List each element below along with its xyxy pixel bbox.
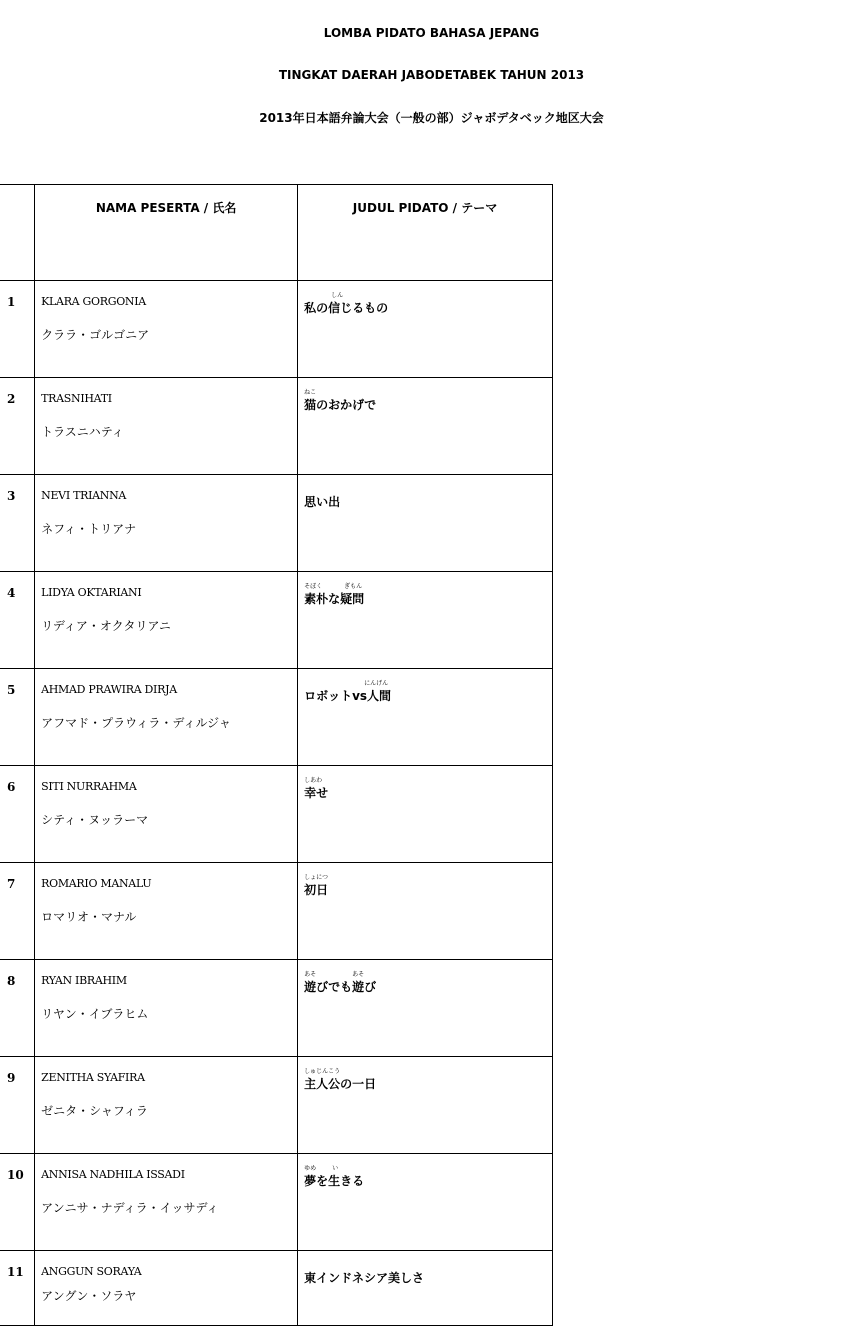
participant-name-katakana: アフマド・プラウィラ・ディルジャ (41, 716, 231, 730)
participant-name-katakana: ゼニタ・シャフィラ (41, 1104, 148, 1118)
participant-name: ANNISA NADHILA ISSADI (41, 1168, 185, 1181)
participant-name: ROMARIO MANALU (41, 877, 152, 890)
row-number: 3 (0, 475, 35, 572)
table-row (0, 1057, 553, 1154)
speech-title-cell (298, 378, 553, 475)
participant-cell (35, 281, 298, 378)
speech-title-cell (298, 572, 553, 669)
participant-name: ANGGUN SORAYA (41, 1265, 142, 1278)
speech-title: 私の信じるもの (304, 301, 389, 315)
row-number: 9 (0, 1057, 35, 1154)
participant-name: AHMAD PRAWIRA DIRJA (41, 683, 177, 696)
participant-name-katakana: リヤン・イブラヒム (41, 1007, 149, 1021)
row-number: 11 (0, 1251, 35, 1326)
furigana: ぎもん (344, 583, 363, 590)
table-row (0, 1154, 553, 1251)
row-number: 7 (0, 863, 35, 960)
furigana-line (304, 1164, 552, 1173)
participant-cell (35, 669, 298, 766)
participant-cell (35, 1251, 298, 1326)
speech-title-cell (298, 960, 553, 1057)
speech-title-cell (298, 1154, 553, 1251)
participant-name-katakana: ロマリオ・マナル (41, 910, 137, 924)
participant-name-katakana: アングン・ソラヤ (41, 1289, 137, 1303)
participant-name-katakana: アンニサ・ナディラ・イッサディ (41, 1201, 219, 1215)
participant-cell (35, 863, 298, 960)
furigana-line (304, 679, 552, 688)
furigana: しゅじんこう (304, 1068, 341, 1075)
furigana: そぼく (304, 583, 323, 590)
speech-title-cell (298, 281, 553, 378)
participant-cell (35, 960, 298, 1057)
table-row (0, 669, 553, 766)
furigana: い (332, 1165, 339, 1172)
table-header-row (0, 185, 553, 281)
furigana: しょにつ (304, 874, 328, 881)
speech-title: 東インドネシア美しさ (304, 1271, 424, 1285)
speech-title: 素朴な疑問 (304, 592, 365, 606)
row-number: 8 (0, 960, 35, 1057)
table-row (0, 766, 553, 863)
row-number: 10 (0, 1154, 35, 1251)
participant-cell (35, 1057, 298, 1154)
speech-title: 猫のおかげで (304, 398, 377, 412)
title-line-3: 2013年日本語弁論大会（一般の部）ジャボデタベック地区大会 (259, 111, 604, 125)
participant-cell (35, 1154, 298, 1251)
speech-title: 主人公の一日 (304, 1077, 377, 1091)
participant-name-katakana: リディア・オクタリアニ (41, 619, 171, 633)
speech-title-cell (298, 475, 553, 572)
furigana-line (304, 485, 552, 494)
furigana-line (304, 776, 552, 785)
participant-name-katakana: ネフィ・トリアナ (41, 522, 137, 536)
furigana-line (304, 1067, 552, 1076)
participant-name: ZENITHA SYAFIRA (41, 1071, 145, 1084)
header-participant-name: NAMA PESERTA / 氏名 (35, 185, 298, 281)
participant-cell (35, 572, 298, 669)
speech-title-cell (298, 1057, 553, 1154)
header-number (0, 185, 35, 281)
furigana-line (304, 582, 552, 591)
row-number: 2 (0, 378, 35, 475)
furigana: しん (331, 292, 344, 299)
row-number: 6 (0, 766, 35, 863)
speech-title: 遊びでも遊び (304, 980, 377, 994)
table-row (0, 475, 553, 572)
speech-title: 初日 (304, 883, 329, 897)
speech-title-cell (298, 863, 553, 960)
table-row (0, 281, 553, 378)
speech-title-cell (298, 669, 553, 766)
speech-title-cell (298, 766, 553, 863)
table-row (0, 1251, 553, 1326)
table-row (0, 863, 553, 960)
speech-title-cell (298, 1251, 553, 1326)
speech-title: ロボットvs人間 (304, 689, 392, 703)
participant-name: TRASNIHATI (41, 392, 112, 405)
furigana-line (304, 970, 552, 979)
row-number: 1 (0, 281, 35, 378)
header-speech-title: JUDUL PIDATO / テーマ (298, 185, 553, 281)
furigana-line (304, 291, 552, 300)
participant-name: KLARA GORGONIA (41, 295, 146, 308)
title-line-1: LOMBA PIDATO BAHASA JEPANG (323, 26, 540, 40)
participant-name-katakana: シティ・ヌッラーマ (41, 813, 149, 827)
furigana-line (304, 873, 552, 882)
speech-title: 夢を生きる (304, 1174, 365, 1188)
participant-cell (35, 766, 298, 863)
participant-cell (35, 378, 298, 475)
row-number: 5 (0, 669, 35, 766)
furigana-line (304, 388, 552, 397)
participant-name: NEVI TRIANNA (41, 489, 127, 502)
participant-name: LIDYA OKTARIANI (41, 586, 142, 599)
furigana: にんげん (364, 680, 389, 687)
participant-name-katakana: クララ・ゴルゴニア (41, 328, 150, 342)
participant-cell (35, 475, 298, 572)
table-row (0, 960, 553, 1057)
row-number: 4 (0, 572, 35, 669)
participant-name: SITI NURRAHMA (41, 780, 137, 793)
participants-table (0, 184, 553, 1326)
title-line-2: TINGKAT DAERAH JABODETABEK TAHUN 2013 (278, 68, 585, 82)
furigana: ねこ (304, 389, 317, 396)
participant-name-katakana: トラスニハティ (41, 425, 124, 439)
furigana: あそ (352, 971, 365, 978)
furigana: しあわ (304, 777, 323, 784)
table-row (0, 572, 553, 669)
furigana: あそ (304, 971, 317, 978)
speech-title: 幸せ (304, 786, 329, 800)
furigana: ゆめ (304, 1165, 317, 1172)
speech-title: 思い出 (304, 495, 341, 509)
furigana-line (304, 1261, 552, 1270)
table-row (0, 378, 553, 475)
participant-name: RYAN IBRAHIM (41, 974, 127, 987)
